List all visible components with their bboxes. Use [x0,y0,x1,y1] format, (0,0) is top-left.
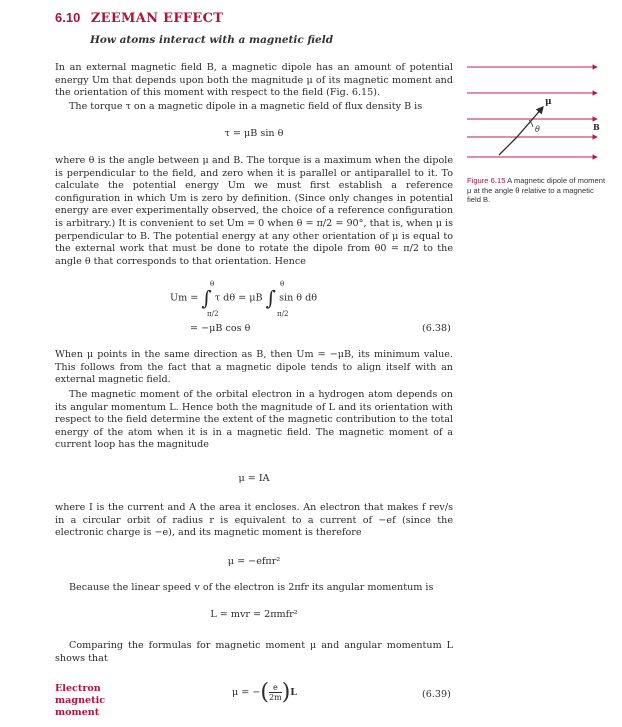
integral-lower-limit: π/2 [277,310,289,318]
mu-lhs: μ = − [232,687,261,698]
figure-caption [467,176,607,205]
close-paren: ) [281,680,291,705]
paragraph-2: The torque τ on a magnetic dipole in a magnetic field of flux density B is [69,101,423,112]
fraction-numerator: e [269,683,282,693]
dipole-moment-tail [499,137,517,155]
margin-label: Electron magnetic moment [55,683,106,718]
paragraph-5: The magnetic moment of the orbital electron in a hydrogen atom depends on its angular momentum L. Hence both the magnitude of L and its orientation with respect to the field determine the extent of the magnetic contribution to the total energy of the atom when it is in a magnetic field. The magnetic moment of a current loop has the magnitude [55,389,453,451]
integral-sign-icon: ∫ [265,286,277,310]
figure-6-15 [465,52,613,172]
potential-energy-equation [170,286,370,310]
section-subtitle: How atoms interact with a magnetic field [90,34,334,46]
figure-label: Figure 6.15 [467,176,506,185]
paragraph-3: where θ is the angle between μ and B. The torque is a maximum when the dipole is perpendicular to the field, and zero when it is parallel or antiparallel to it. To calculate the potential energy Um we must first establish a reference configuration in which Um is zero by definition. (Since only changes in potential energy are ever experimentally observed, the choice of a reference configuration is arbitrary.) It is convenient to set Um = 0 when θ = π/2 = 90°, that is, when μ is perpendicular to B. The potential energy at any other orientation of μ is equal to the external work that must be done to rotate the dipole from θ0 = π/2 to the angle θ that corresponds to that orientation. Hence [55,155,453,267]
integral-upper-limit: θ [210,280,215,288]
integral-lower-limit: π/2 [207,310,219,318]
integral-upper-limit: θ [280,280,285,288]
paragraph-4: When μ points in the same direction as B, then Um = −μB, its minimum value. This follows from the fact that a magnetic dipole tends to align itself with an external magnetic field. [55,349,453,386]
mu-label: μ [545,97,552,107]
um-result: = −μB cos θ [190,323,251,334]
um-lhs: Um = [170,292,199,304]
angular-momentum-equation: L = mvr = 2πmfr² [210,609,298,620]
torque-equation: τ = μB sin θ [224,128,284,139]
equation-number-6-38: (6.38) [422,323,451,334]
paragraph-8: Comparing the formulas for magnetic moment μ and angular momentum L shows that [55,640,453,664]
mu-ia-equation: μ = IA [238,473,270,484]
charge-mass-fraction [269,683,282,702]
paragraph-7: Because the linear speed v of the electron is 2πfr its angular momentum is [69,582,434,593]
magnetic-moment-equation [232,680,352,705]
paragraph-1: In an external magnetic field B, a magnetic dipole has an amount of potential energy Um that depends upon both the magnitude μ of its magnetic moment and the orientation of this moment with respect to the field (Fig. 6.15). [55,62,453,99]
magnetic-dipole-diagram [465,52,613,172]
paragraph-6: where I is the current and A the area it encloses. An electron that makes f rev/s in a circular orbit of radius r is equivalent to a current of −ef (since the electronic charge is −e), and its magnetic moment is therefore [55,502,453,539]
mu-rhs: L [290,687,298,698]
theta-label: θ [535,125,540,134]
equation-number-6-39: (6.39) [422,689,451,700]
b-label: B [593,122,600,132]
section-number: 6.10 [55,10,81,25]
section-heading [55,10,223,26]
open-paren: ( [260,680,270,705]
figure-caption-text: A magnetic dipole of moment μ at the angle θ relative to a magnetic field B. [467,176,606,204]
um-integrand-1: τ dθ = μB [214,292,263,304]
fraction-denominator: 2m [269,693,282,702]
mu-efpr-equation: μ = −efπr² [227,556,281,567]
section-title: ZEEMAN EFFECT [90,11,224,26]
integral-sign-icon: ∫ [201,286,212,310]
um-integrand-2: sin θ dθ [279,292,318,304]
